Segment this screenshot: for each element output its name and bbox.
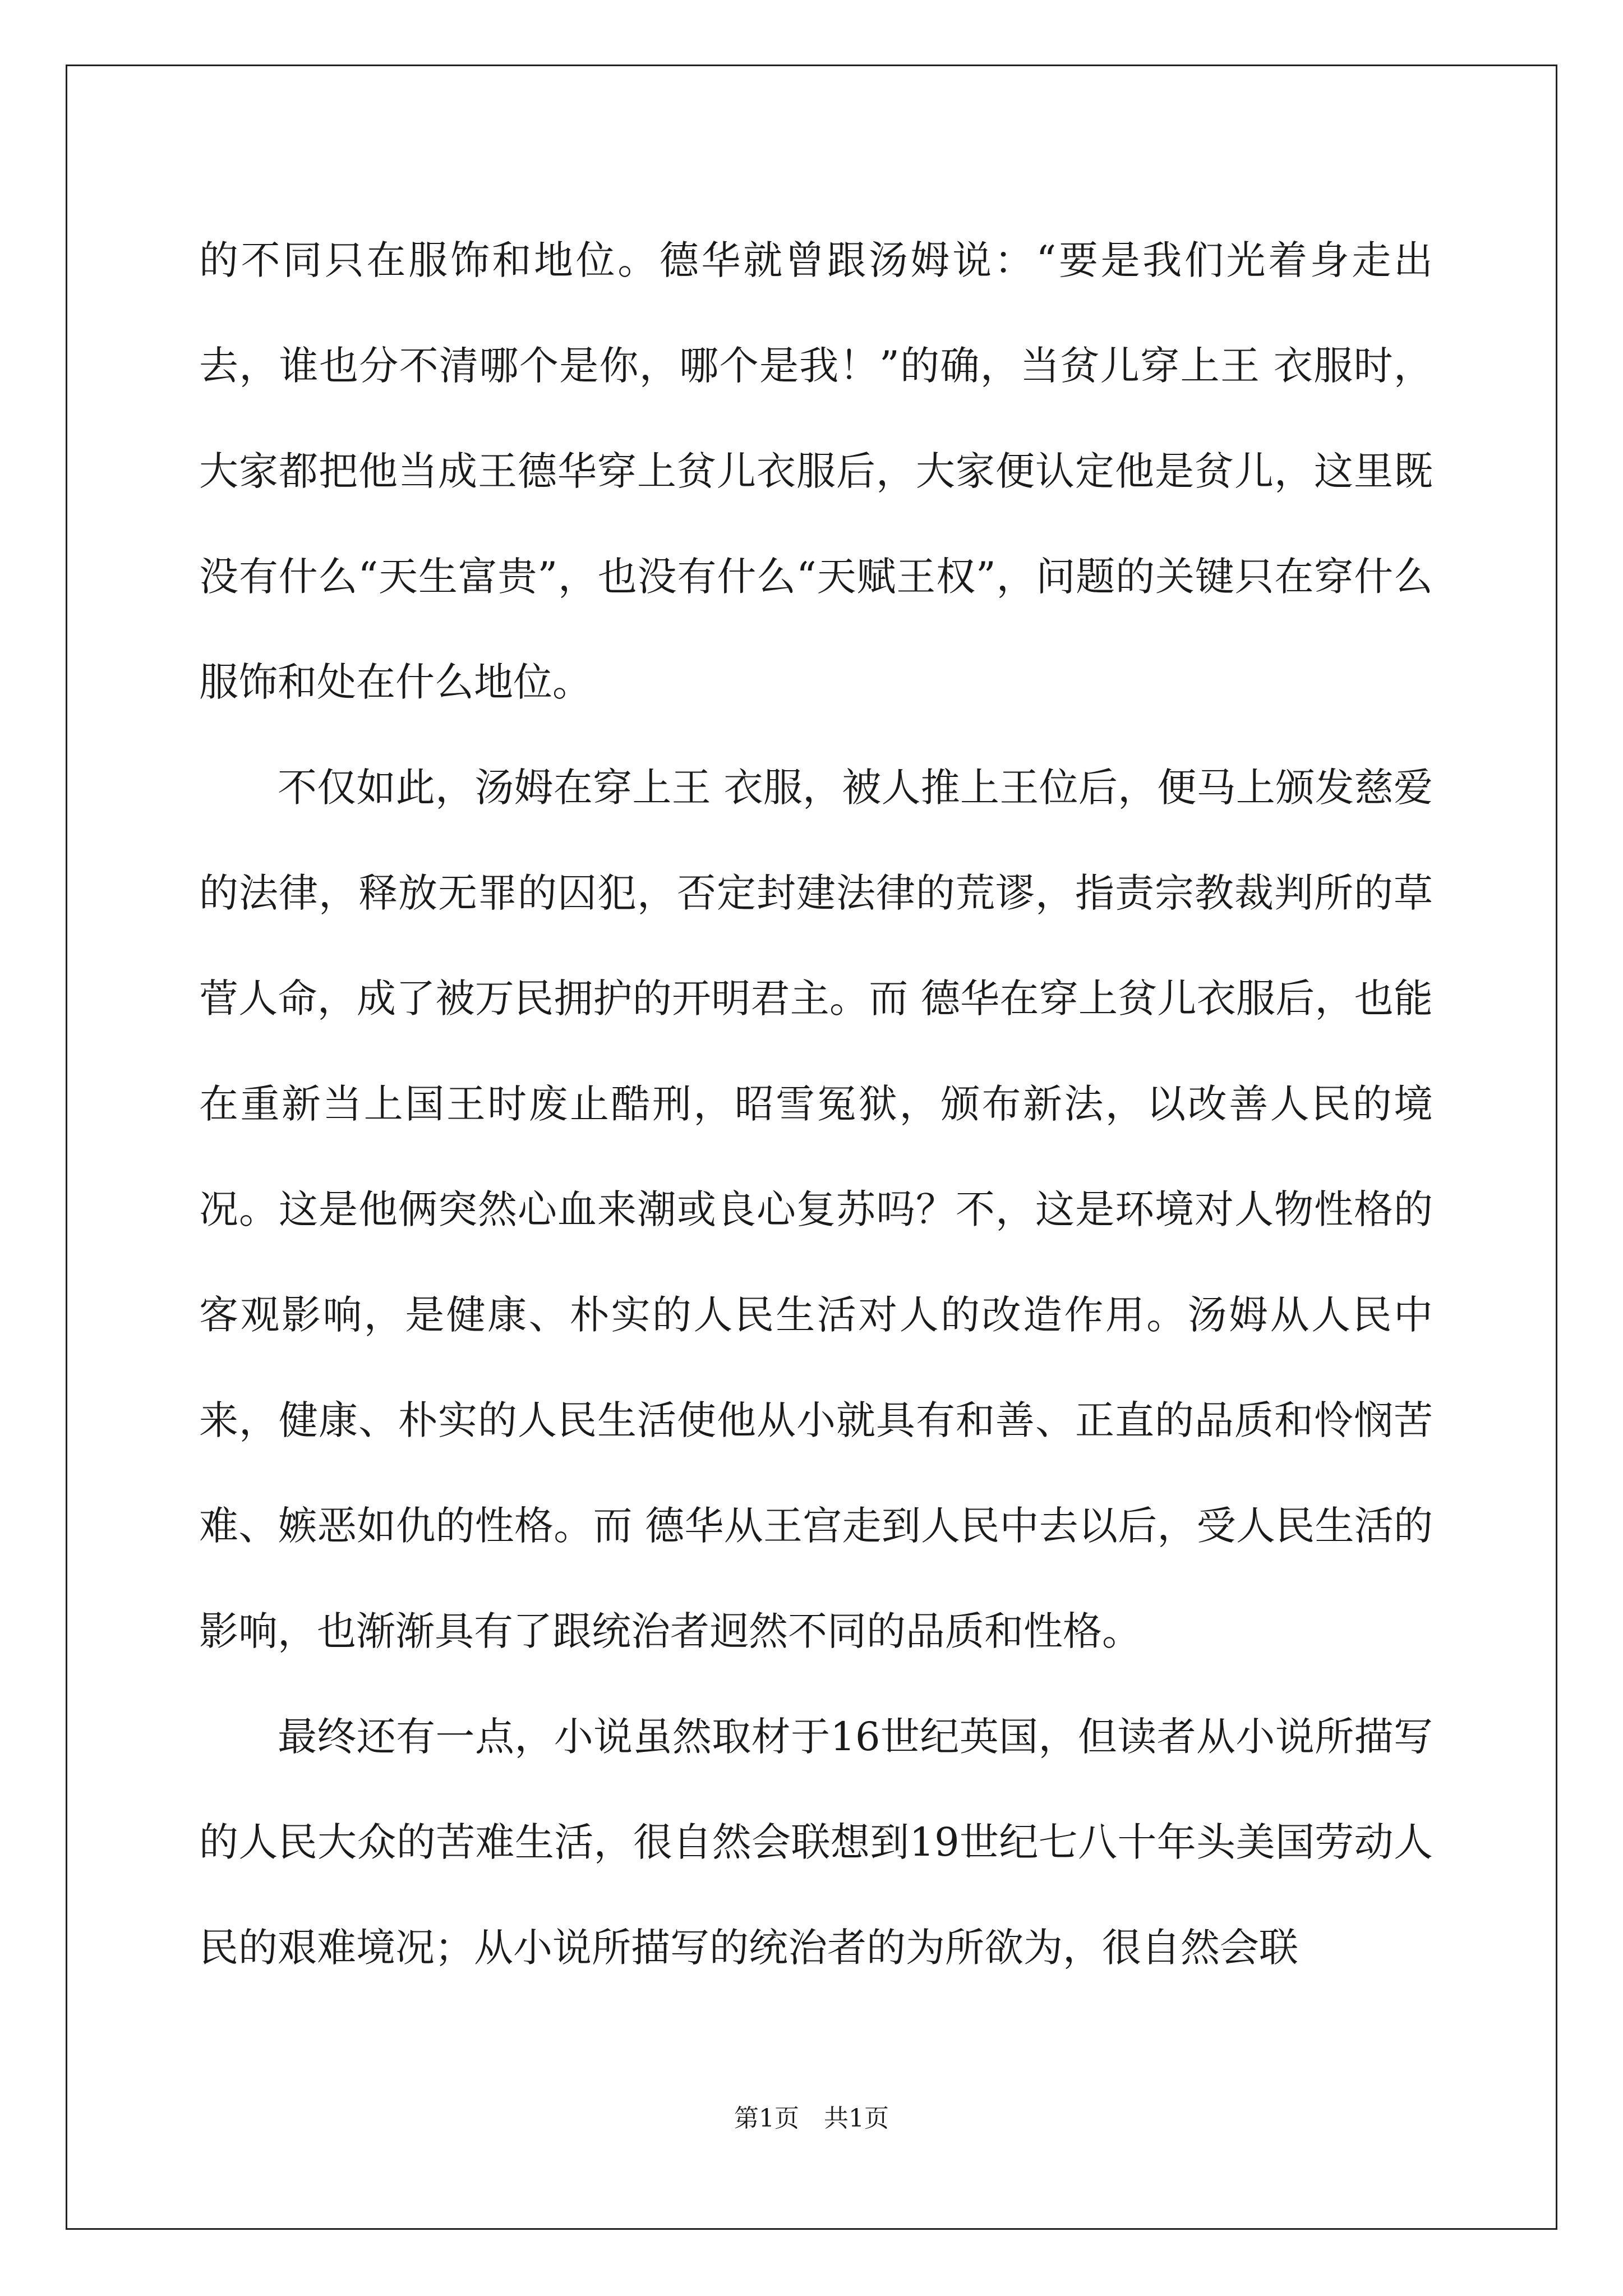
paragraph-2: 不仅如此，汤姆在穿上王 衣服，被人推上王位后，便马上颁发慈爱的法律，释放无罪的囚犯，否定封建法律的荒谬，指责宗教裁判所的草菅人命，成了被万民拥护的开明君主。而 德华在穿上贫儿衣服后，也能在重新当上国王时废止酷刑，昭雪冤狱，颁布新法，以改善人民的境况。这是他俩突然心血来潮或良心复苏吗？不，这是环境对人物性格的客观影响，是健康、朴实的人民生活对人的改造作用。汤姆从人民中来，健康、朴实的人民生活使他从小就具有和善、正直的品质和怜悯苦难、嫉恶如仇的性格。而 德华从王宫走到人民中去以后，受人民生活的影响，也渐渐具有了跟统治者迥然不同的品质和性格。 [199,765,1433,1654]
document-body [199,208,1433,2000]
paragraph-3: 最终还有一点，小说虽然取材于16世纪英国，但读者从小说所描写的人民大众的苦难生活，很自然会联想到19世纪七八十年头美国劳动人民的艰难境况；从小说所描写的统治者的为所欲为，很自然会联 [199,1714,1433,1971]
page-footer: 第1页 共1页 [734,2104,889,2133]
paragraph-1: 的不同只在服饰和地位。德华就曾跟汤姆说：“要是我们光着身走出去，谁也分不清哪个是你，哪个是我！”的确，当贫儿穿上王 衣服时，大家都把他当成王德华穿上贫儿衣服后，大家便认定他是贫儿，这里既没有什么“天生富贵”，也没有什么“天赋王权”，问题的关键只在穿什么服饰和处在什么地位。 [199,237,1433,705]
